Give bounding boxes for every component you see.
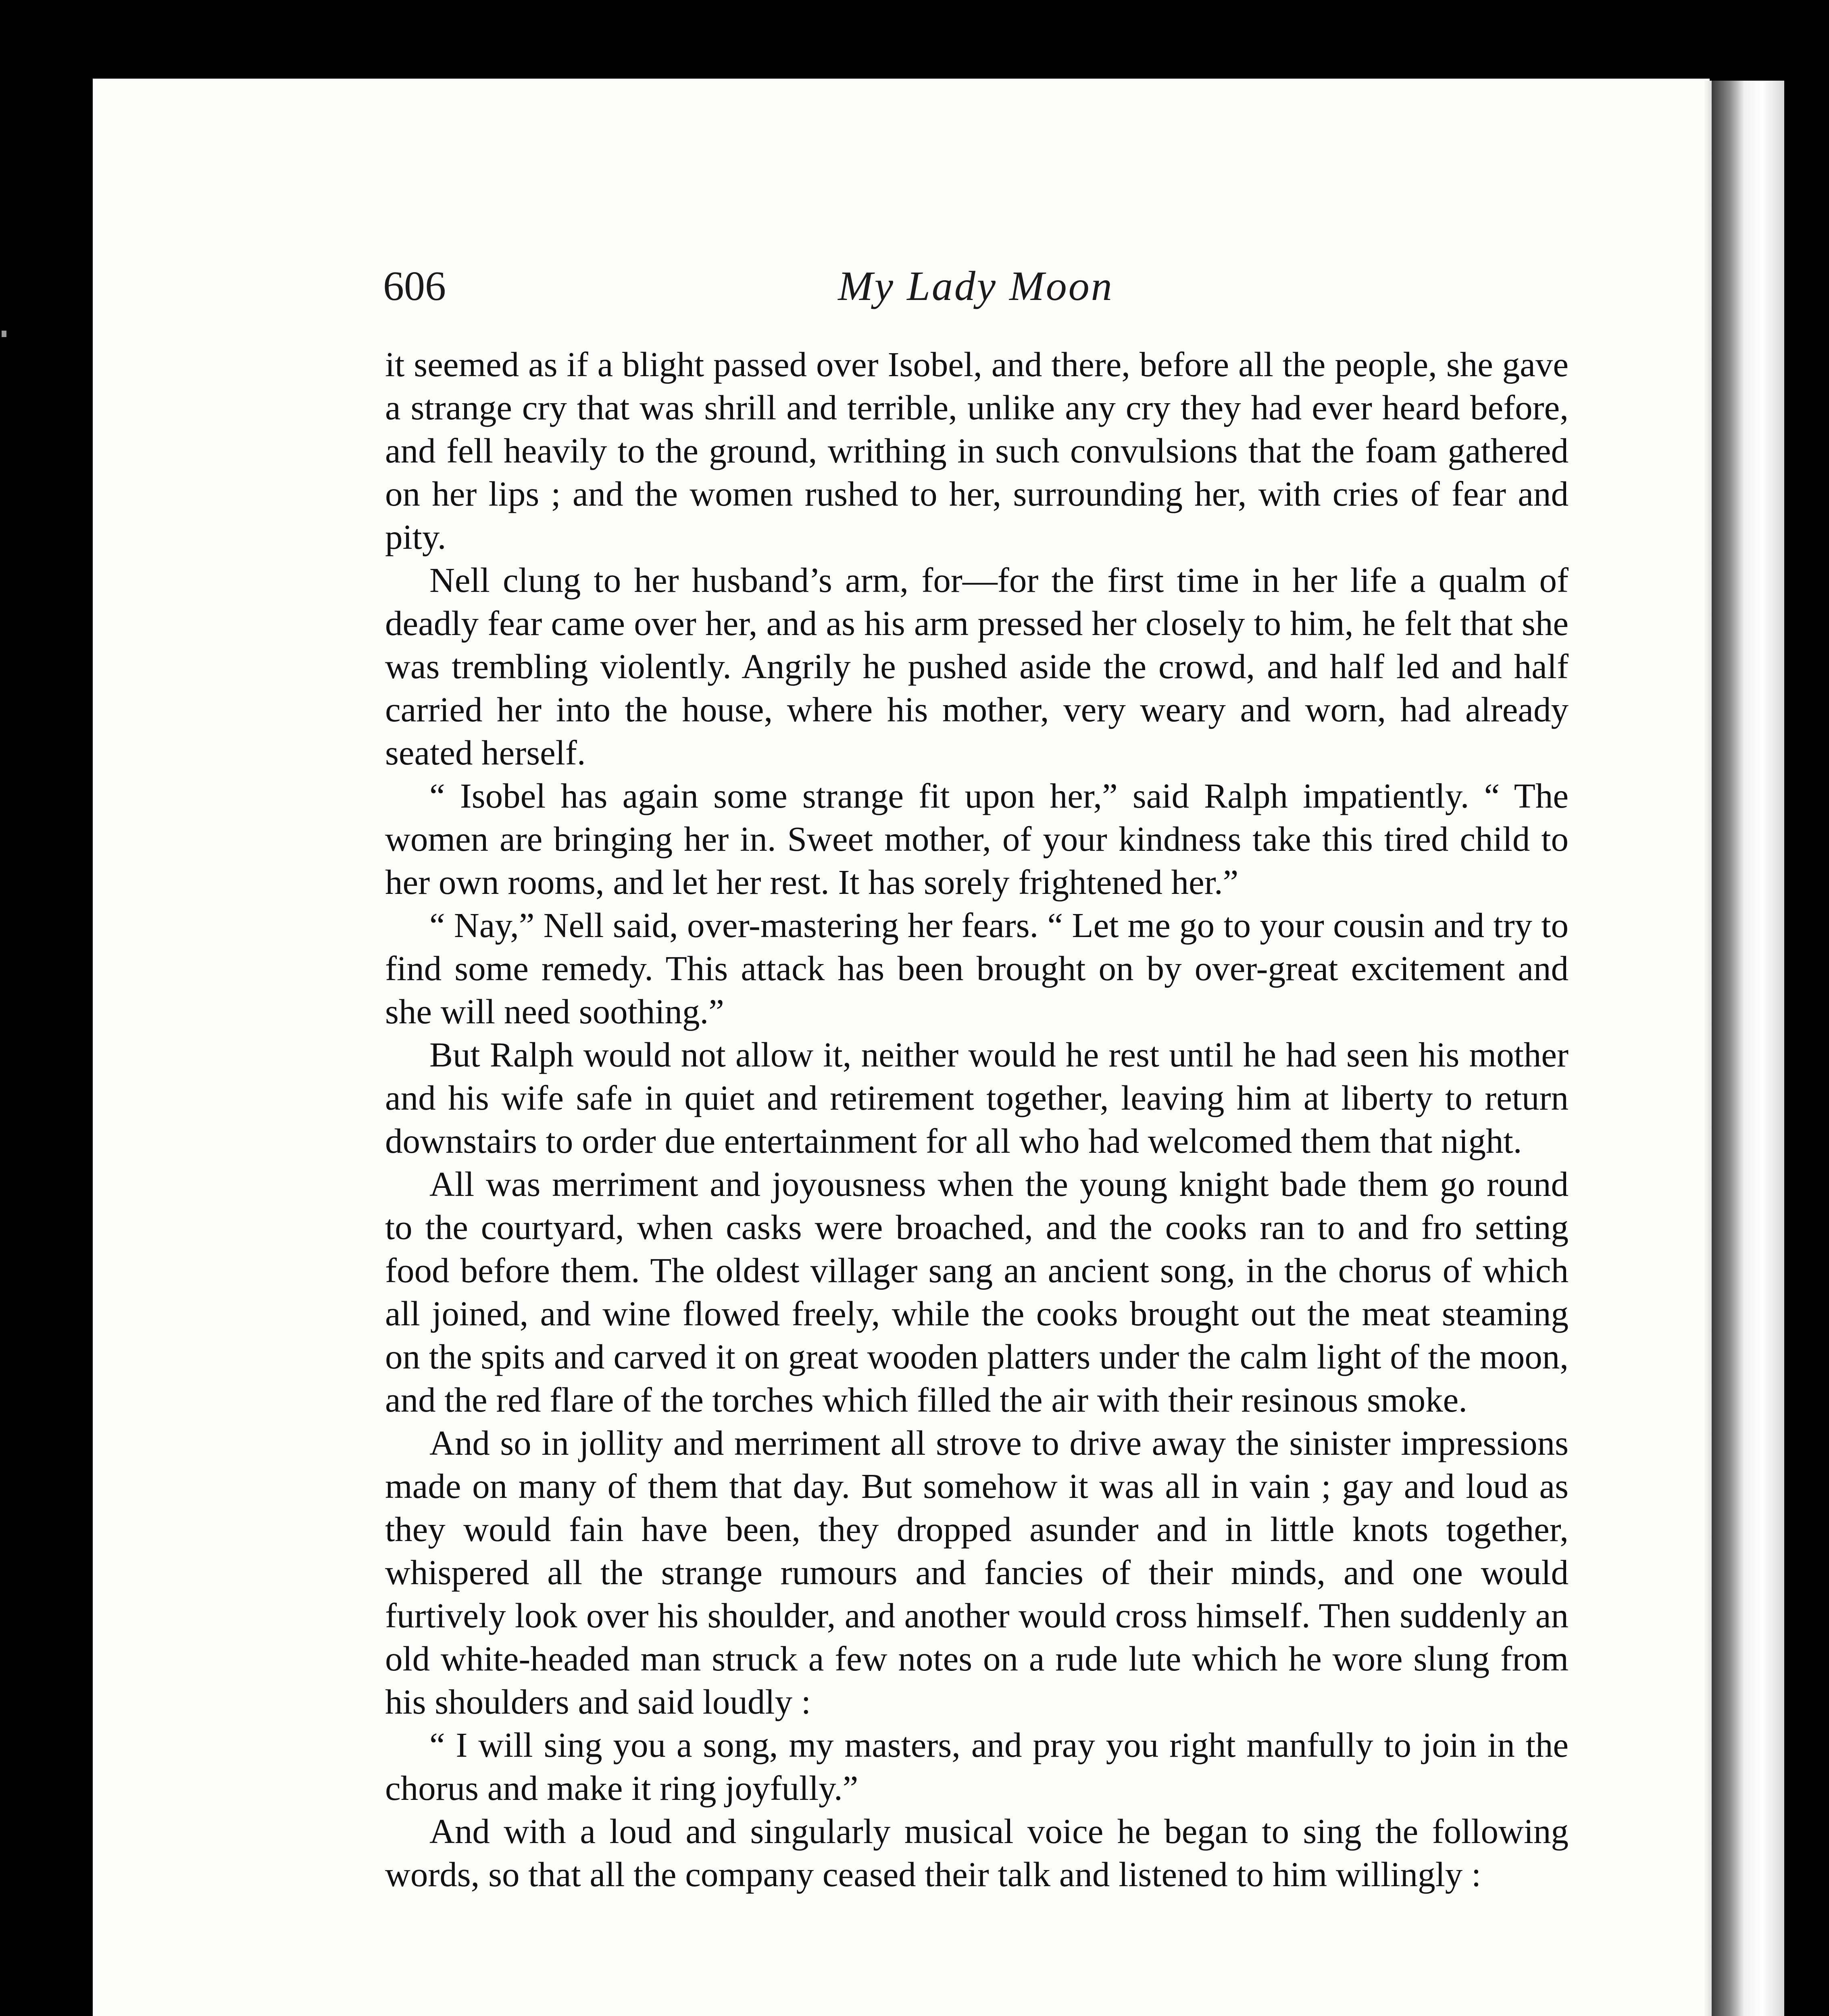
body-text xyxy=(385,343,1569,1896)
paragraph: And so in jollity and merriment all strove to drive away the sinister impressions made on many of them that day. But somehow it was all in vain ; gay and loud as they would fain have been, they dropped asunder and in little knots together, whispered all the strange rumours and fancies of their minds, and one would furtively look over his shoulder, and another would cross himself. Then suddenly an old white-headed man struck a few notes on a rude lute which he wore slung from his shoulders and said loudly : xyxy=(385,1423,1569,1721)
paragraph: it seemed as if a blight passed over Isobel, and there, before all the people, she gave a strange cry that was shrill and terrible, unlike any cry they had ever heard before, and fell heavily to the ground, writhing in such convulsions that the foam gathered on her lips ; and the women rushed to her, surrounding her, with cries of fear and pity. xyxy=(385,345,1569,556)
paragraph: All was merriment and joyousness when the young knight bade them go round to the courtyard, when casks were broached, and the cooks ran to and fro setting food before them. The oldest villager sang an ancient song, in the chorus of which all joined, and wine flowed freely, while the cooks brought out the meat steaming on the spits and carved it on great wooden platters under the calm light of the moon, and the red flare of the torches which filled the air with their resinous smoke. xyxy=(385,1164,1569,1419)
page-header xyxy=(383,258,1569,314)
page-edge xyxy=(1712,81,1784,2016)
paragraph: “ I will sing you a song, my masters, and pray you right manfully to join in the chorus and make it ring joyfully.” xyxy=(385,1725,1569,1808)
scan-mark xyxy=(2,331,6,337)
paragraph: Nell clung to her husband’s arm, for—for the first time in her life a qualm of deadly fear came over her, and as his arm pressed her closely to him, he felt that she was trembling violently. Angrily he pushed aside the crowd, and half led and half carried her into the house, where his mother, very weary and worn, had already seated herself. xyxy=(385,560,1569,772)
paragraph: “ Nay,” Nell said, over-mastering her fears. “ Let me go to your cousin and try to find some remedy. This attack has been brought on by over-great excitement and she will need soothing.” xyxy=(385,906,1569,1031)
paragraph: And with a loud and singularly musical voice he began to sing the following words, so that all the company ceased their talk and listened to him willingly : xyxy=(385,1812,1569,1894)
running-title: My Lady Moon xyxy=(838,263,1114,309)
paragraph: But Ralph would not allow it, neither would he rest until he had seen his mother and his wife safe in quiet and retirement together, leaving him at liberty to return downstairs to order due entertainment for all who had welcomed them that night. xyxy=(385,1035,1569,1160)
paragraph: “ Isobel has again some strange fit upon her,” said Ralph impatiently. “ The women are bringing her in. Sweet mother, of your kindness take this tired child to her own rooms, and let her rest. It has sorely frightened her.” xyxy=(385,776,1569,902)
page-number: 606 xyxy=(383,263,446,309)
